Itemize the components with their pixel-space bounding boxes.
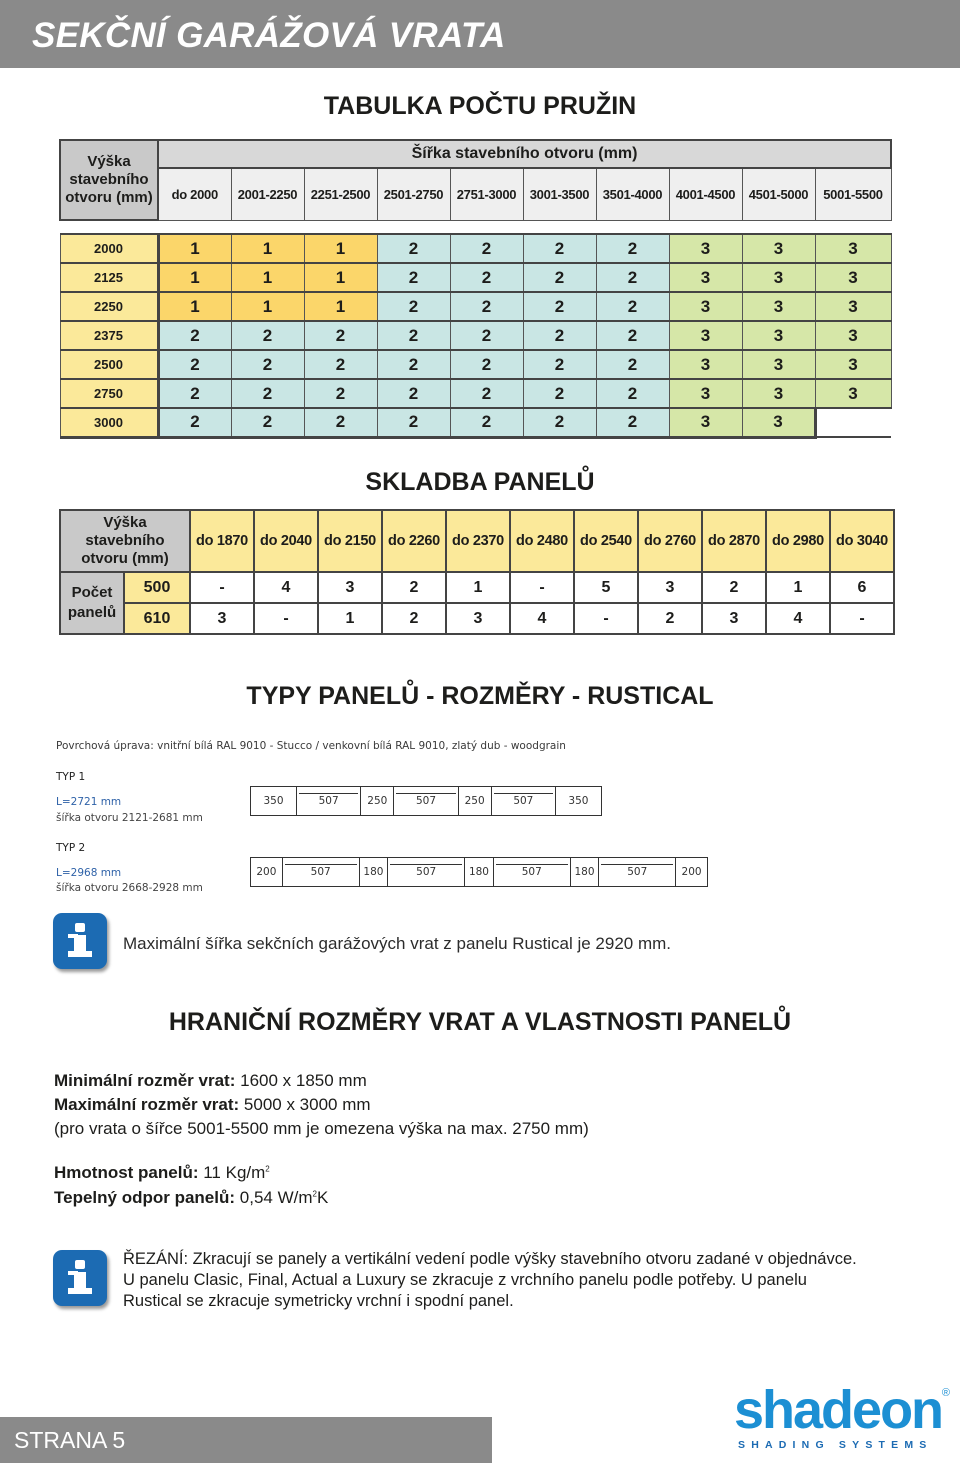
spring-count-cell: 2 <box>596 234 669 263</box>
panel-gap-segment: 350 <box>263 795 284 807</box>
spring-count-cell: 3 <box>669 292 742 321</box>
spring-count-cell: 2 <box>450 292 523 321</box>
panel-table <box>59 509 895 635</box>
panel-count-cell: 3 <box>190 603 254 634</box>
panel-segment: 507 <box>296 787 361 815</box>
spring-count-cell: 3 <box>669 379 742 408</box>
spring-count-cell: 3 <box>742 234 815 263</box>
spring-count-cell: 2 <box>377 350 450 379</box>
limits-title: HRANIČNÍ ROZMĚRY VRAT A VLASTNOSTI PANELŮ <box>168 1008 792 1036</box>
width-header: 5001-5500 <box>815 168 891 220</box>
spring-count-cell: 2 <box>523 408 596 437</box>
row-height-label: 2375 <box>60 321 158 350</box>
panel-gap-segment: 180 <box>363 866 384 878</box>
spring-count-cell: 2 <box>304 408 377 437</box>
panel-gap-segment: 250 <box>464 795 485 807</box>
row-height-label: 2500 <box>60 350 158 379</box>
panel-gap-segment: 200 <box>681 866 702 878</box>
spring-count-cell: 3 <box>815 234 891 263</box>
spring-count-cell: 2 <box>158 379 231 408</box>
cutting-note: ŘEZÁNÍ: Zkracují se panely a vertikální vedení podle výšky stavebního otvoru zadané v objednávce. U panelu Clasic, Final, Actual a Luxury se zkracuje z vrchního panelu podle potřeby. U panelu Rustical se zkracuje symetricky vrchní i spodní panel. <box>123 1250 857 1310</box>
min-size: Minimální rozměr vrat: 1600 x 1850 mm <box>54 1071 367 1090</box>
panel-count-cell: 1 <box>446 572 510 603</box>
panel-count-cell: 3 <box>638 572 702 603</box>
type2-panel-strip <box>250 857 708 887</box>
table-row <box>60 350 891 379</box>
spring-count-cell: 2 <box>158 408 231 437</box>
spring-count-cell: 1 <box>231 234 304 263</box>
spring-count-cell: 1 <box>304 234 377 263</box>
surface-finish: Povrchová úprava: vnitřní bílá RAL 9010 - Stucco / venkovní bílá RAL 9010, zlatý dub - woodgrain <box>56 740 566 752</box>
thermal-resistance: Tepelný odpor panelů: 0,54 $W/m^2K$ <box>54 1188 329 1207</box>
height-header: do 2980 <box>766 510 830 572</box>
spring-count-cell: 2 <box>231 350 304 379</box>
spring-count-cell: 2 <box>523 350 596 379</box>
table-row <box>60 263 891 292</box>
type2-length: L=2968 mm <box>56 867 122 879</box>
spring-count-cell: 1 <box>231 263 304 292</box>
panel-height-label: 500 <box>124 572 190 603</box>
width-header: 2751-3000 <box>450 168 523 220</box>
spring-count-cell: 3 <box>669 350 742 379</box>
height-header: do 2760 <box>638 510 702 572</box>
spring-count-cell: 3 <box>669 234 742 263</box>
panel-segment: 507 <box>282 858 360 886</box>
spring-count-cell: 2 <box>450 379 523 408</box>
spring-count-cell: 3 <box>669 321 742 350</box>
type1-panel-strip <box>250 786 602 816</box>
type1-name: TYP 1 <box>56 771 86 783</box>
spring-count-cell: 2 <box>231 408 304 437</box>
spring-count-cell: 2 <box>377 292 450 321</box>
row-height-label: 2250 <box>60 292 158 321</box>
spring-count-cell: 1 <box>158 292 231 321</box>
spring-count-cell: 2 <box>596 408 669 437</box>
table-row <box>60 292 891 321</box>
spring-count-cell: 3 <box>742 292 815 321</box>
table-row <box>60 603 894 634</box>
spring-count-cell: 2 <box>450 321 523 350</box>
table-row <box>60 321 891 350</box>
spring-count-cell: 3 <box>815 321 891 350</box>
spring-count-cell: 3 <box>815 379 891 408</box>
panel-count-cell: - <box>830 603 894 634</box>
panel-count-cell: 3 <box>318 572 382 603</box>
page-header <box>0 0 960 68</box>
width-title: Šířka stavebního otvoru (mm) <box>158 140 891 168</box>
spring-count-cell: 3 <box>669 408 742 437</box>
spring-count-cell: 2 <box>377 321 450 350</box>
panel-count-cell: 4 <box>254 572 318 603</box>
panel-segment: 507 <box>598 858 676 886</box>
panel-weight: Hmotnost panelů: 11 $Kg/m^2$ <box>54 1163 270 1182</box>
spring-count-cell: 2 <box>450 408 523 437</box>
width-header: do 2000 <box>158 168 231 220</box>
panel-count-cell: 1 <box>318 603 382 634</box>
spring-table-title: TABULKA POČTU PRUŽIN <box>323 92 637 120</box>
panel-count-cell: 2 <box>382 572 446 603</box>
table-row <box>60 408 891 437</box>
page-footer <box>0 1417 492 1463</box>
spring-count-cell: 3 <box>669 263 742 292</box>
panel-segment: 507 <box>493 858 571 886</box>
type1-length: L=2721 mm <box>56 796 122 808</box>
panel-count-cell: 2 <box>382 603 446 634</box>
spring-count-cell: 3 <box>815 350 891 379</box>
height-header: do 2480 <box>510 510 574 572</box>
spring-count-cell: 2 <box>523 292 596 321</box>
spring-count-cell: 2 <box>158 350 231 379</box>
panel-count-cell: - <box>510 572 574 603</box>
width-header: 4501-5000 <box>742 168 815 220</box>
spring-count-cell: 2 <box>596 263 669 292</box>
panel-segment: 507 <box>387 858 465 886</box>
width-header: 3501-4000 <box>596 168 669 220</box>
spring-count-cell: 2 <box>596 350 669 379</box>
panel-count-cell: - <box>190 572 254 603</box>
spring-count-cell: 2 <box>304 321 377 350</box>
page-title: SEKČNÍ GARÁŽOVÁ VRATA <box>32 16 506 55</box>
spring-table <box>59 139 892 439</box>
spring-count-cell: 2 <box>377 379 450 408</box>
type2-width: šířka otvoru 2668-2928 mm <box>56 882 203 894</box>
page-number: STRANA 5 <box>14 1427 126 1453</box>
panel-count-cell: 3 <box>702 603 766 634</box>
empty-cell <box>815 408 891 437</box>
spring-count-cell: 3 <box>815 263 891 292</box>
panel-count-cell: 5 <box>574 572 638 603</box>
panel-segment: 507 <box>393 787 458 815</box>
spring-count-cell: 3 <box>742 350 815 379</box>
panel-count-cell: 4 <box>766 603 830 634</box>
spring-count-cell: 2 <box>158 321 231 350</box>
panel-count-cell: 4 <box>510 603 574 634</box>
spring-count-cell: 2 <box>450 234 523 263</box>
row-height-label: 2750 <box>60 379 158 408</box>
spring-count-cell: 2 <box>523 321 596 350</box>
panel-gap-segment: 200 <box>256 866 277 878</box>
spring-count-cell: 2 <box>377 234 450 263</box>
shadeon-logo: shadeon ® SHADING SYSTEMS <box>734 1380 950 1451</box>
row-height-label: 2125 <box>60 263 158 292</box>
height-header: do 2040 <box>254 510 318 572</box>
spring-table-corner: Výška stavebního otvoru (mm) <box>60 140 158 220</box>
max-size: Maximální rozměr vrat: 5000 x 3000 mm <box>54 1095 371 1114</box>
spring-count-cell: 3 <box>742 263 815 292</box>
spring-count-cell: 2 <box>523 379 596 408</box>
spring-count-cell: 1 <box>231 292 304 321</box>
row-height-label: 2000 <box>60 234 158 263</box>
panel-table-title: SKLADBA PANELŮ <box>365 468 595 496</box>
width-header: 2001-2250 <box>231 168 304 220</box>
panel-count-cell: 6 <box>830 572 894 603</box>
spring-count-cell: 2 <box>596 379 669 408</box>
spring-count-cell: 2 <box>231 321 304 350</box>
spring-count-cell: 3 <box>742 379 815 408</box>
panel-gap-segment: 350 <box>568 795 589 807</box>
height-header: do 2260 <box>382 510 446 572</box>
spring-count-cell: 1 <box>304 263 377 292</box>
width-header: 3001-3500 <box>523 168 596 220</box>
rustical-note: Maximální šířka sekčních garážových vrat z panelu Rustical je 2920 mm. <box>123 934 672 953</box>
spring-count-cell: 1 <box>158 234 231 263</box>
row-height-label: 3000 <box>60 408 158 437</box>
panel-table-corner: Výška stavebního otvoru (mm) <box>60 510 190 572</box>
width-header: 2251-2500 <box>304 168 377 220</box>
panel-segment: 507 <box>491 787 556 815</box>
table-row <box>60 379 891 408</box>
spring-count-cell: 2 <box>231 379 304 408</box>
rustical-title: TYPY PANELŮ - ROZMĚRY - RUSTICAL <box>246 682 714 710</box>
spring-count-cell: 3 <box>815 292 891 321</box>
spring-count-cell: 1 <box>158 263 231 292</box>
info-icon <box>53 1250 107 1306</box>
height-header: do 3040 <box>830 510 894 572</box>
spring-count-cell: 2 <box>596 321 669 350</box>
width-header: 2501-2750 <box>377 168 450 220</box>
height-header: do 2370 <box>446 510 510 572</box>
panel-count-cell: - <box>254 603 318 634</box>
spring-count-cell: 3 <box>742 321 815 350</box>
spring-count-cell: 2 <box>523 263 596 292</box>
panel-count-cell: 1 <box>766 572 830 603</box>
table-row <box>60 234 891 263</box>
panel-count-cell: 2 <box>638 603 702 634</box>
width-header: 4001-4500 <box>669 168 742 220</box>
spring-count-cell: 2 <box>450 350 523 379</box>
panel-count-label: Počet panelů <box>60 572 124 634</box>
height-header: do 2150 <box>318 510 382 572</box>
height-header: do 2870 <box>702 510 766 572</box>
spring-count-cell: 2 <box>450 263 523 292</box>
info-icon <box>53 913 107 969</box>
type1-width: šířka otvoru 2121-2681 mm <box>56 812 203 824</box>
panel-count-cell: - <box>574 603 638 634</box>
spring-count-cell: 2 <box>304 379 377 408</box>
spring-count-cell: 2 <box>377 408 450 437</box>
panel-gap-segment: 180 <box>468 866 489 878</box>
panel-height-label: 610 <box>124 603 190 634</box>
panel-gap-segment: 250 <box>367 795 388 807</box>
spring-count-cell: 2 <box>377 263 450 292</box>
spring-count-cell: 2 <box>523 234 596 263</box>
type2-name: TYP 2 <box>56 842 86 854</box>
height-header: do 1870 <box>190 510 254 572</box>
panel-gap-segment: 180 <box>574 866 595 878</box>
panel-count-cell: 3 <box>446 603 510 634</box>
height-header: do 2540 <box>574 510 638 572</box>
spring-count-cell: 3 <box>742 408 815 437</box>
table-row <box>60 572 894 603</box>
panel-count-cell: 2 <box>702 572 766 603</box>
spring-count-cell: 2 <box>304 350 377 379</box>
spring-count-cell: 2 <box>596 292 669 321</box>
spring-count-cell: 1 <box>304 292 377 321</box>
max-size-note: (pro vrata o šířce 5001-5500 mm je omezena výška na max. 2750 mm) <box>54 1119 589 1138</box>
